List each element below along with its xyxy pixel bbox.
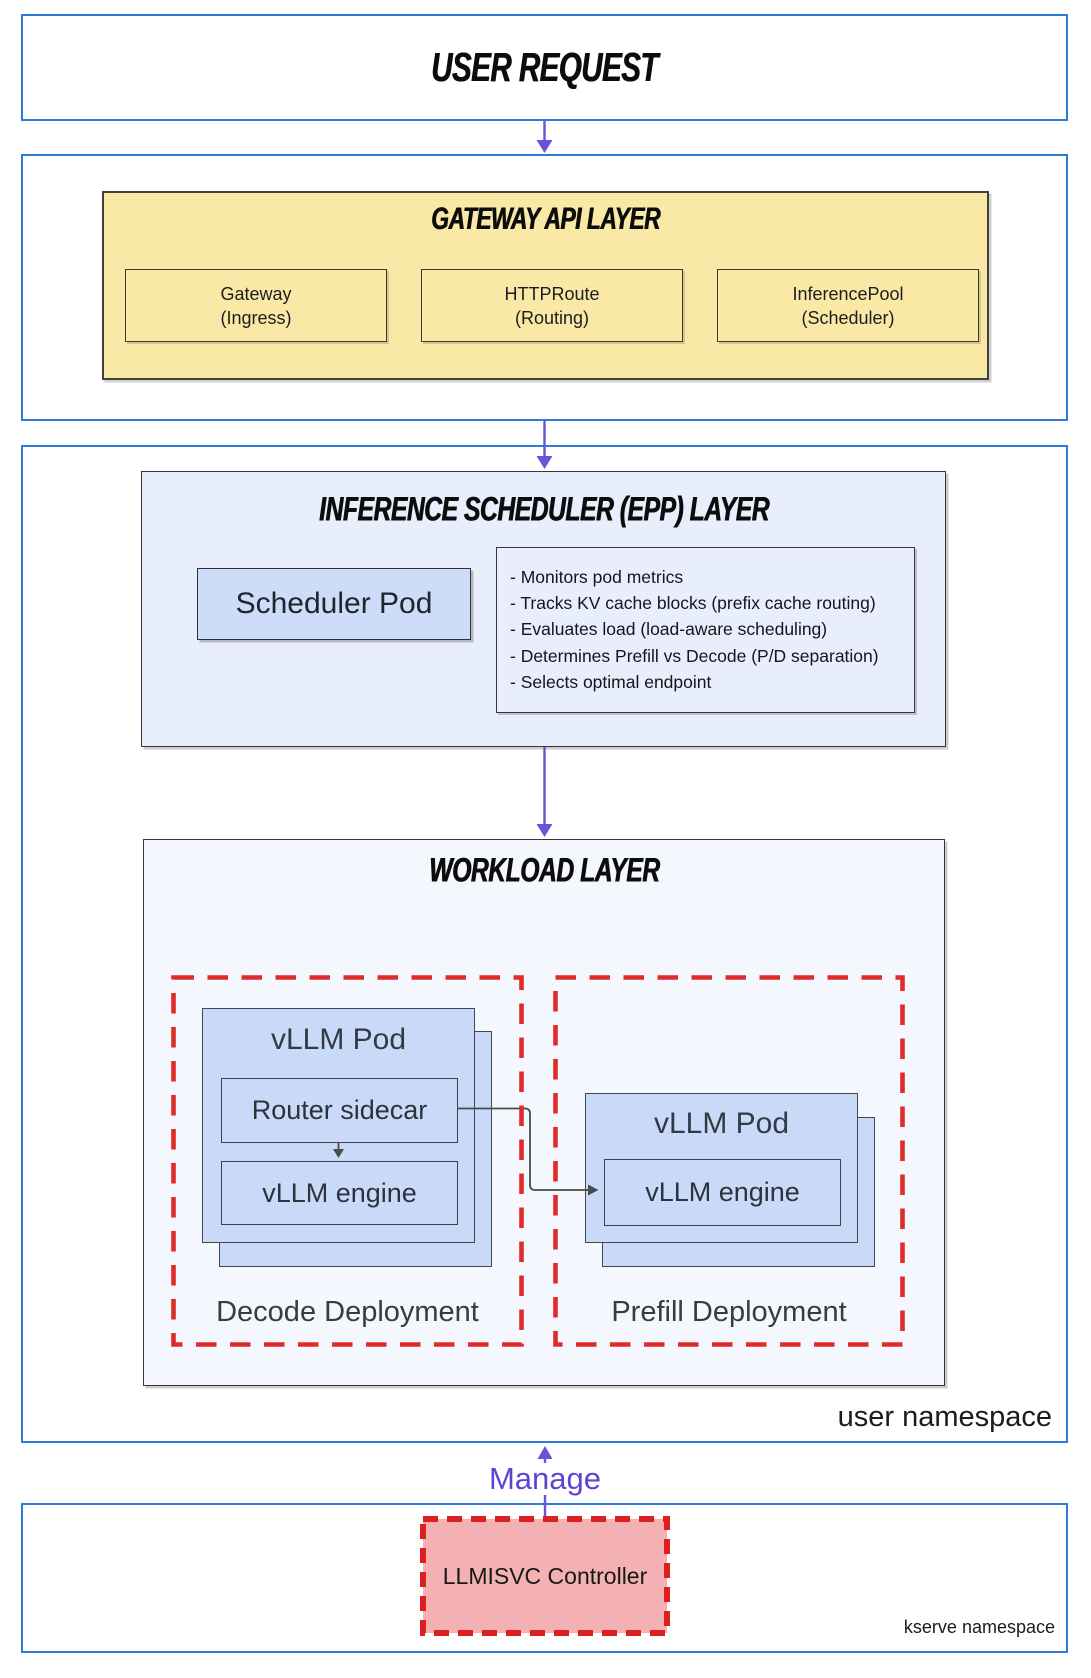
user-namespace-label: user namespace xyxy=(837,1401,1052,1433)
gateway-api-layer-title: GATEWAY API LAYER xyxy=(431,201,660,238)
gateway-api-layer-box xyxy=(102,191,989,380)
scheduler-bullet-4: - Determines Prefill vs Decode (P/D separation) xyxy=(510,645,879,666)
prefill-vllm-pod-label: vLLM Pod xyxy=(653,1107,790,1140)
gateway-ingress-line1: Gateway xyxy=(220,283,292,304)
router-sidecar-box xyxy=(221,1078,458,1143)
scheduler-details-box xyxy=(496,547,915,713)
gateway-ingress-line2: (Ingress) xyxy=(220,307,292,328)
httproute-box xyxy=(421,269,683,342)
inferencepool-line1: InferencePool xyxy=(792,283,904,304)
decode-deployment-label: Decode Deployment xyxy=(216,1296,479,1328)
inferencepool-line2: (Scheduler) xyxy=(801,307,895,328)
llmisvc-controller-box xyxy=(423,1519,667,1633)
flow-arrow-user-to-gateway-icon xyxy=(537,121,553,153)
decode-vllm-pod-box xyxy=(202,1008,475,1243)
scheduler-bullet-3: - Evaluates load (load-aware scheduling) xyxy=(510,619,828,640)
inference-scheduler-layer-box xyxy=(141,471,946,747)
prefill-deployment-label: Prefill Deployment xyxy=(611,1296,847,1328)
scheduler-bullet-1: - Monitors pod metrics xyxy=(510,567,684,587)
httproute-line1: HTTPRoute xyxy=(504,283,600,304)
decode-vllm-pod-label: vLLM Pod xyxy=(270,1023,407,1056)
decode-vllm-engine-box xyxy=(221,1161,458,1225)
gateway-api-layer-title-wrap xyxy=(104,203,987,237)
scheduler-bullet-2: - Tracks KV cache blocks (prefix cache routing) xyxy=(510,593,876,614)
user-request-box xyxy=(21,14,1068,121)
prefill-vllm-engine-label: vLLM engine xyxy=(645,1177,800,1207)
manage-arrow-label: Manage xyxy=(488,1461,602,1496)
httproute-line2: (Routing) xyxy=(514,307,590,328)
user-request-title: USER REQUEST xyxy=(431,43,658,90)
scheduler-pod-box xyxy=(197,568,471,640)
kserve-namespace-label: kserve namespace xyxy=(903,1617,1055,1637)
inference-scheduler-title: INFERENCE SCHEDULER (EPP) LAYER xyxy=(318,488,769,529)
workload-layer-title-wrap xyxy=(144,849,944,890)
router-sidecar-label: Router sidecar xyxy=(251,1095,428,1125)
prefill-vllm-pod-box xyxy=(585,1093,858,1243)
gateway-outer-box xyxy=(21,154,1068,421)
inferencepool-box xyxy=(717,269,979,342)
gateway-ingress-box xyxy=(125,269,387,342)
scheduler-bullet-5: - Selects optimal endpoint xyxy=(510,671,712,692)
workload-layer-title: WORKLOAD LAYER xyxy=(428,849,660,890)
decode-vllm-engine-label: vLLM engine xyxy=(262,1177,417,1208)
inference-scheduler-title-wrap xyxy=(142,490,945,528)
prefill-vllm-engine-box xyxy=(604,1159,841,1226)
llmisvc-controller-label: LLMISVC Controller xyxy=(442,1562,648,1589)
scheduler-pod-label: Scheduler Pod xyxy=(235,587,433,620)
